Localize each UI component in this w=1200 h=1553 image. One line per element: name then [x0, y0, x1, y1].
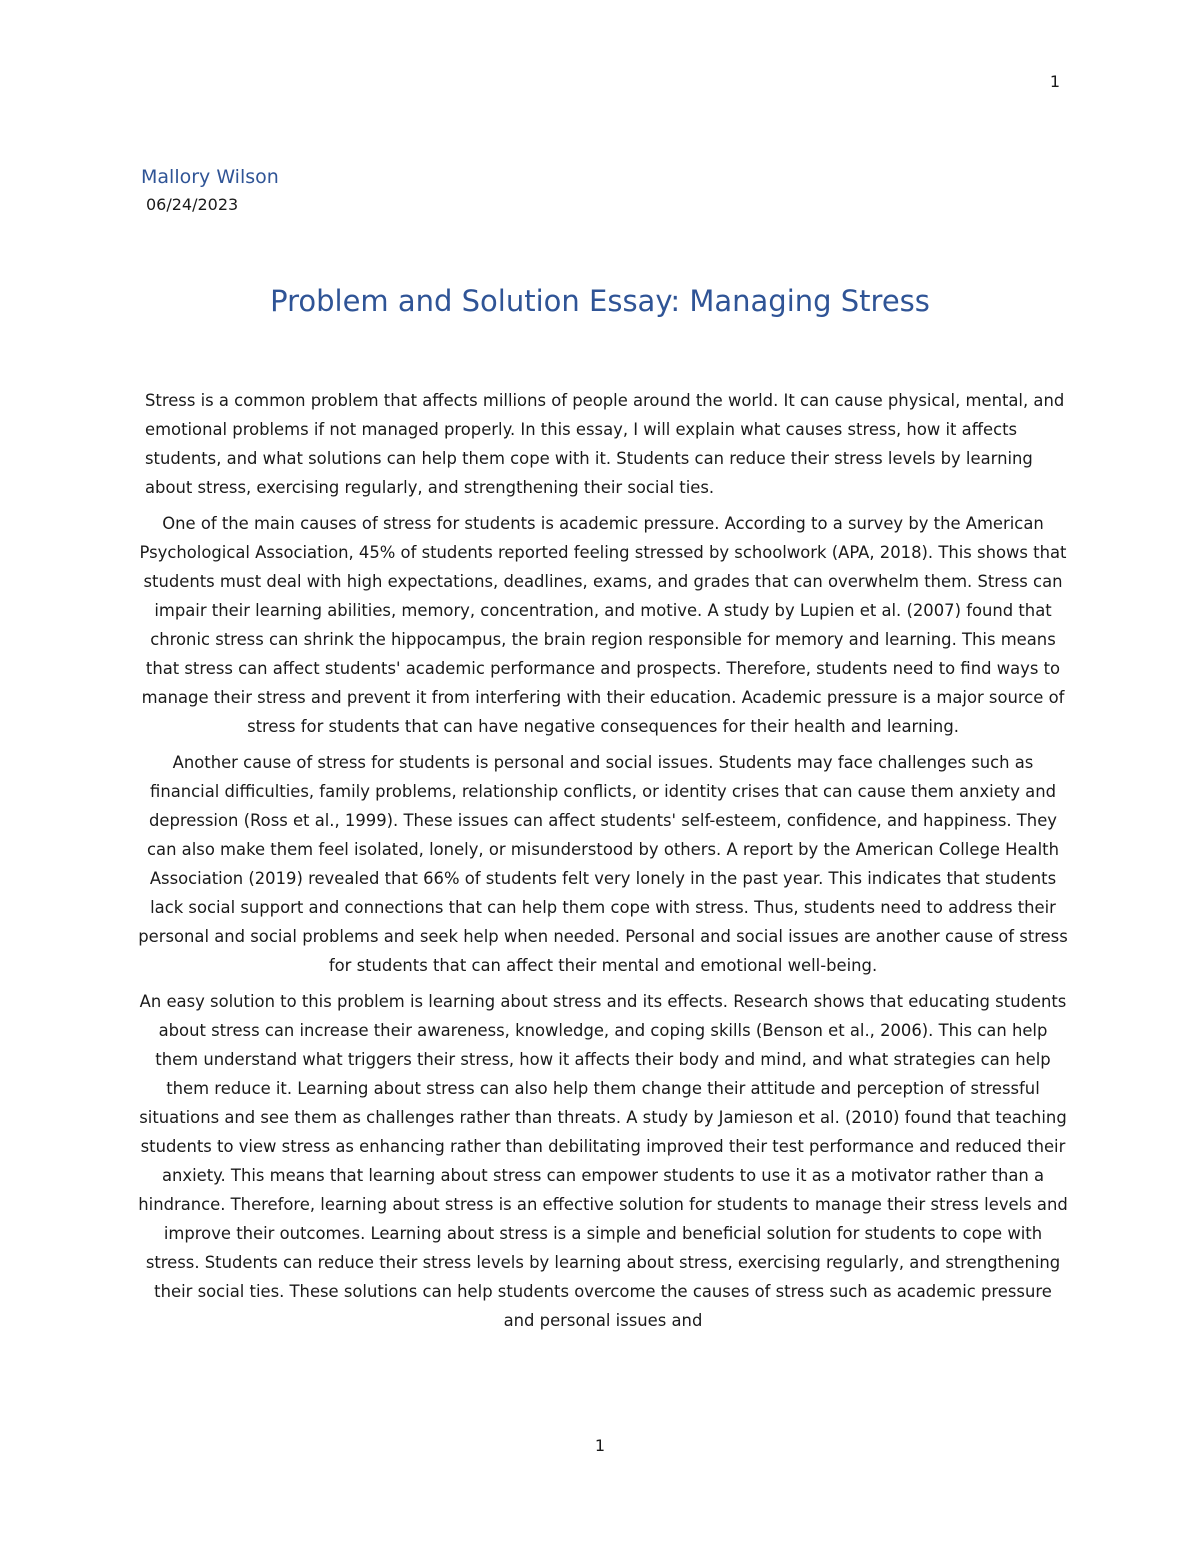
document-date: 06/24/2023 [146, 195, 239, 214]
paragraph-learning-solution: An easy solution to this problem is learning about stress and its effects. Research shows that educating students about stress can increase their awareness, knowledge, and coping skills (Benson et al., 2006). This can help them understand what triggers their stress, how it affects their body and mind, and what strategies can help them reduce it. Learning about stress can also help them change their attitude and perception of stressful situations and see them as challenges rather than threats. A study by Jamieson et al. (2010) found that teaching students to view stress as enhancing rather than debilitating improved their test performance and reduced their anxiety. This means that learning about stress can empower students to use it as a motivator rather than a hindrance. Therefore, learning about stress is an effective solution for students to manage their stress levels and improve their outcomes. Learning about stress is a simple and beneficial solution for students to cope with stress. Students can reduce their stress levels by learning about stress, exercising regularly, and strengthening their social ties. These solutions can help students overcome the causes of stress such as academic pressure and personal issues and [138, 992, 1068, 1330]
paragraph-intro: Stress is a common problem that affects millions of people around the world. It can cause physical, mental, and emotional problems if not managed properly. In this essay, I will explain what causes stress, how it affects students, and what solutions can help them cope with it. Students can reduce their stress levels by learning about stress, exercising regularly, and strengthening their social ties. [145, 391, 1065, 497]
paragraph-academic-pressure: One of the main causes of stress for students is academic pressure. According to a survey by the American Psychological Association, 45% of students reported feeling stressed by schoolwork (APA, 2018). This shows that students must deal with high expectations, deadlines, exams, and grades that can overwhelm them. Stress can impair their learning abilities, memory, concentration, and motive. A study by Lupien et al. (2007) found that chronic stress can shrink the hippocampus, the brain region responsible for memory and learning. This means that stress can affect students' academic performance and prospects. Therefore, students need to find ways to manage their stress and prevent it from interfering with their education. Academic pressure is a major source of stress for students that can have negative consequences for their health and learning. [139, 514, 1067, 736]
header-page-number: 1 [1049, 72, 1061, 91]
essay-title: Problem and Solution Essay: Managing Stress [270, 284, 930, 318]
author-name: Mallory Wilson [141, 166, 279, 188]
footer-page-number: 1 [594, 1436, 606, 1455]
paragraph-personal-issues: Another cause of stress for students is personal and social issues. Students may face challenges such as financial difficulties, family problems, relationship conflicts, or identity crises that can cause them anxiety and depression (Ross et al., 1999). These issues can affect students' self-esteem, confidence, and happiness. They can also make them feel isolated, lonely, or misunderstood by others. A report by the American College Health Association (2019) revealed that 66% of students felt very lonely in the past year. This indicates that students lack social support and connections that can help them cope with stress. Thus, students need to address their personal and social problems and seek help when needed. Personal and social issues are another cause of stress for students that can affect their mental and emotional well-being. [138, 753, 1068, 975]
essay-body [138, 386, 1068, 1342]
